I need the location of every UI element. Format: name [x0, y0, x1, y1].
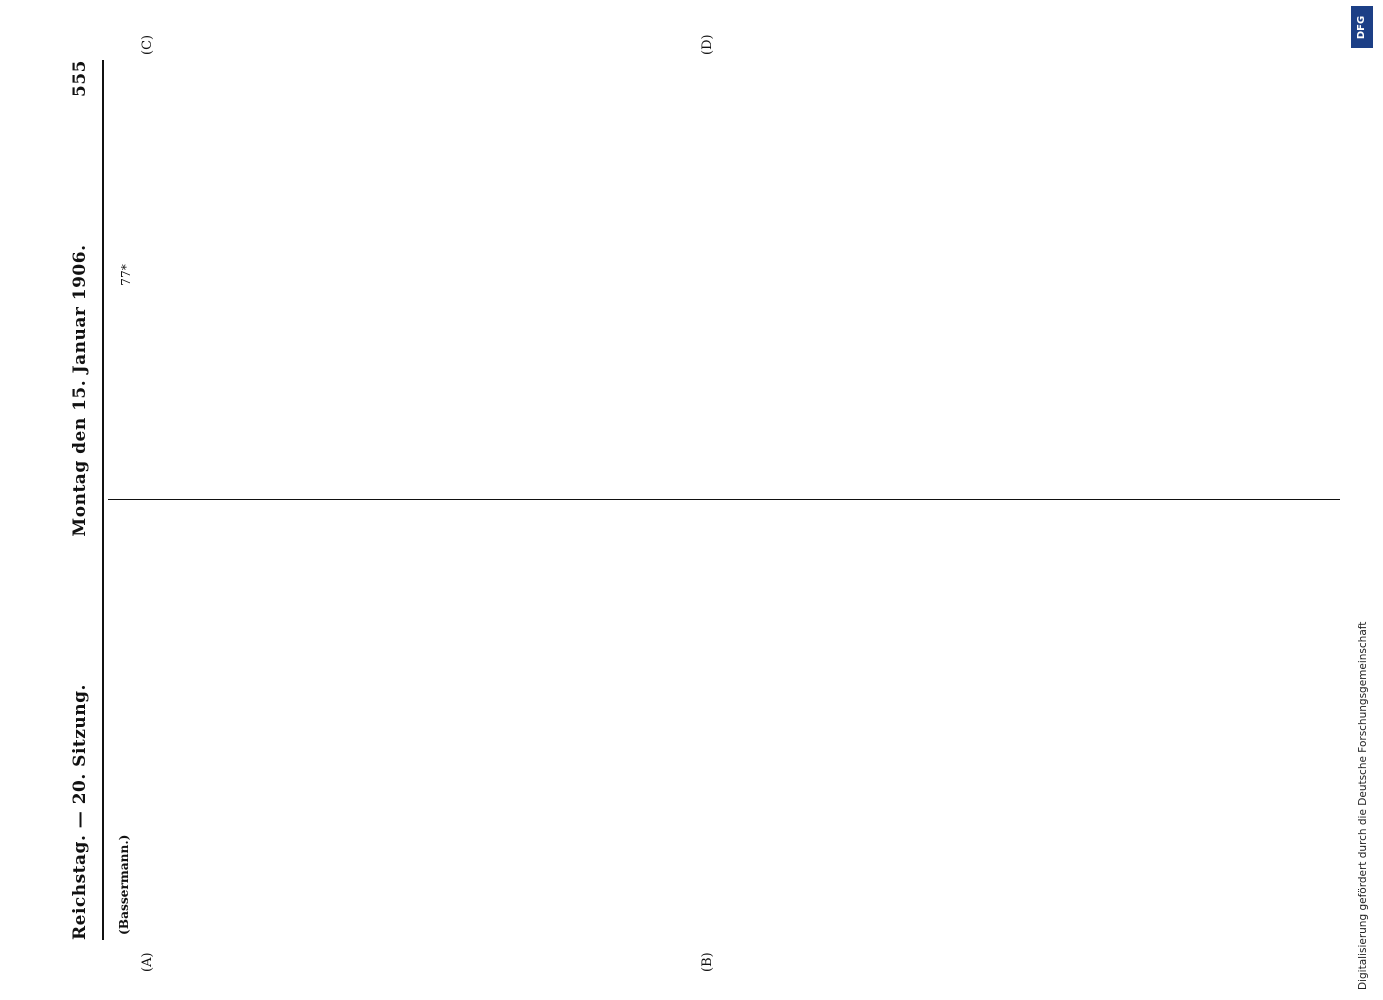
margin-marker-a: (A): [140, 952, 155, 972]
document-page: [60, 20, 1350, 980]
page-header: [60, 60, 100, 940]
column-divider: [108, 499, 1340, 500]
signature-mark: 77*: [119, 264, 133, 286]
header-rule: [102, 60, 104, 940]
margin-marker-b: (B): [700, 952, 715, 972]
credit-text: Digitalisierung gefördert durch die Deutsche Forschungsgemeinschaft: [1357, 621, 1369, 990]
header-date: Montag den 15. Januar 1906.: [70, 244, 90, 537]
digitization-credit: [1347, 0, 1377, 1000]
header-left: Reichstag. — 20. Sitzung.: [70, 684, 90, 940]
margin-marker-c: (C): [140, 34, 155, 55]
page-number: 555: [70, 60, 90, 97]
margin-marker-d: (D): [700, 34, 715, 55]
dfg-logo: [1351, 6, 1373, 48]
dfg-logo-text: DFG: [1356, 15, 1368, 39]
rotated-page-content: [60, 20, 1350, 980]
right-column: [115, 65, 1330, 485]
speaker-name: (Bassermann.): [117, 834, 131, 935]
left-column: [115, 515, 1330, 935]
